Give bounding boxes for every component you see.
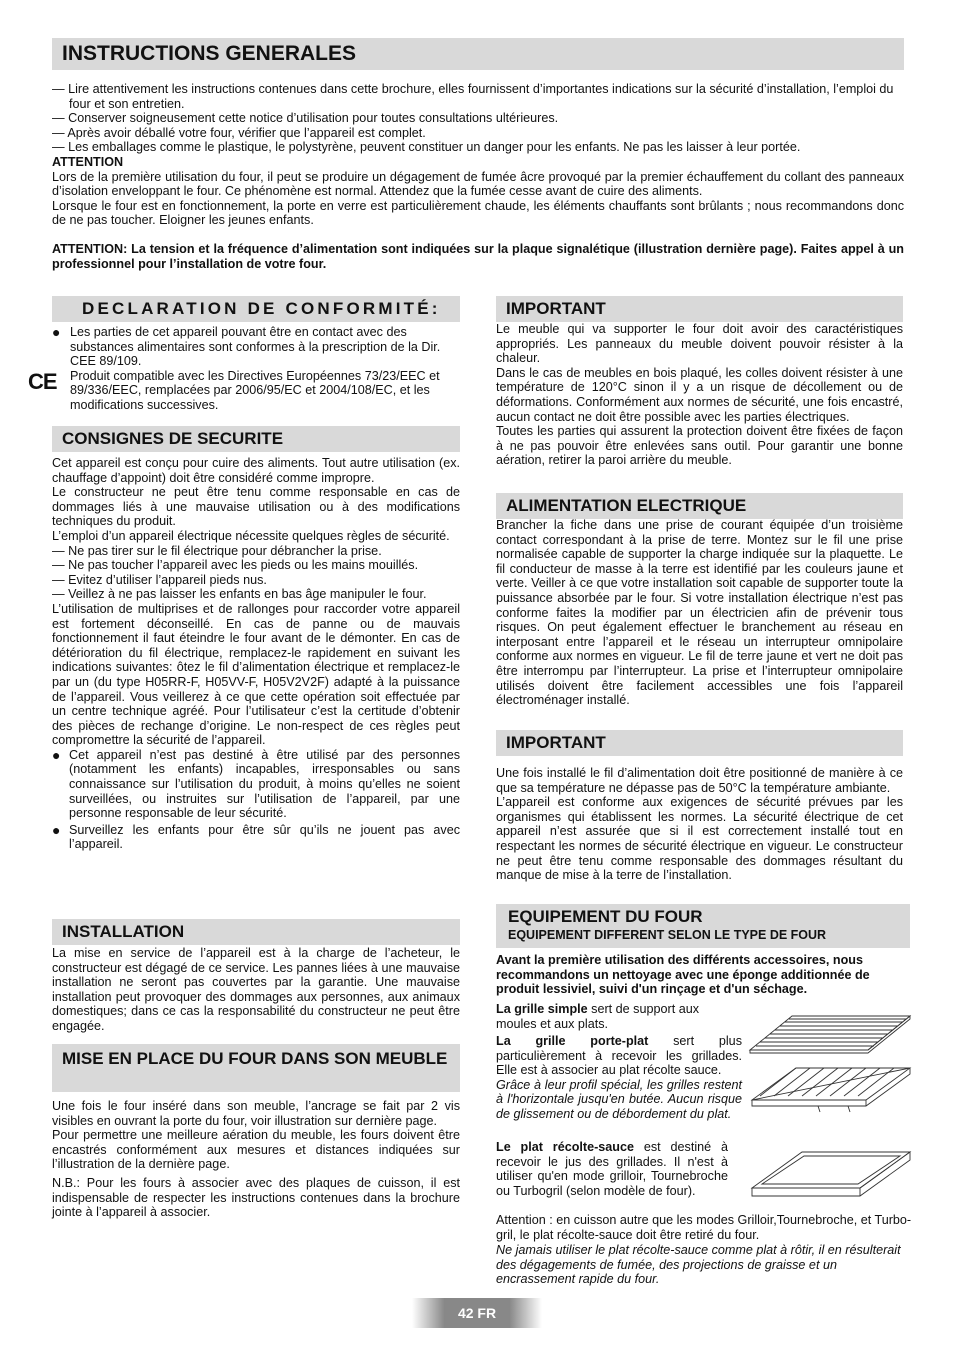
declaration-header: DECLARATION DE CONFORMITÉ: xyxy=(52,296,460,322)
bullet-dot-icon: ● xyxy=(52,746,61,763)
important-2-header: IMPORTANT xyxy=(496,730,903,756)
mise-en-place-p2: Pour permettre une meilleure aération du meuble, les fours doivent être encastrés conformément aux mesures et distances indiquées sur l’illustration de la dernière page. xyxy=(52,1128,460,1172)
important-1-p2: Dans le cas de meubles en bois plaqué, les colles doivent résister à une température de 120°C sinon il y a un risque de décollement ou de déformations. Conformément aux normes de sécurité, une fois encastré, aucun contact ne doit être possible avec les parties électriques. xyxy=(496,365,903,424)
important-1-header: IMPORTANT xyxy=(496,296,903,322)
intro-block xyxy=(52,82,904,271)
consignes-p2: Le constructeur ne peut être tenu comme responsable en cas de dommages liés à une mauvaise utilisation ou à des modifications techniques du produit. xyxy=(52,485,460,529)
attention-label: ATTENTION xyxy=(52,154,124,169)
attention-paragraph-1: Lors de la première utilisation du four, il peut se produire un dégagement de fumée âcre provoqué par la premier échauffement du collant des panneaux d’isolation enveloppant le four. Ce phénomène est normal. Attendez que la fumée cesse avant de cuire des aliments. xyxy=(52,169,904,199)
page-number: 42 FR xyxy=(412,1298,542,1328)
alimentation-header: ALIMENTATION ELECTRIQUE xyxy=(496,493,903,519)
grille-porte-illustration xyxy=(748,1062,916,1114)
intro-line-3: — Après avoir déballé votre four, vérifier que l’appareil est complet. xyxy=(52,125,426,140)
grille-porte-label: La grille porte-plat xyxy=(496,1034,649,1048)
attention-paragraph-2: Lorsque le four est en fonctionnement, la porte en verre est particulièrement chaude, les éléments chauffants sont brûlants ; nous recommandons donc de ne pas toucher. Eloigner les jeunes enfants. xyxy=(52,198,904,228)
important-1-p3: Toutes les parties qui assurent la protection doivent être fixées de façon à ne pas pouvoir être enlevées sans outil. Pour garantir une bonne aération, retirer la paroi arrière du meuble. xyxy=(496,424,903,468)
important-2-p1: Une fois installé le fil d’alimentation doit être positionné de manière à ce que sa température ne dépasse pas de 50°C la température ambiante. xyxy=(496,766,903,795)
plat-text: Le plat récolte-sauce est destiné à recevoir le jus des grillades. Il n'est à utiliser qu'en mode grilloir, Tournebroche ou Turbogril (selon modèle de four). xyxy=(496,1140,728,1198)
important-1-block xyxy=(496,322,903,468)
consignes-p3: L’emploi d’un appareil électrique nécessite quelques règles de sécurité. xyxy=(52,528,450,543)
equipement-attention: Attention : en cuisson autre que les modes Grilloir,Tournebroche, et Turbo-gril, le plat récolte-sauce doit être retiré du four. xyxy=(496,1213,912,1242)
installation-block xyxy=(52,946,460,1034)
consignes-header: CONSIGNES DE SECURITE xyxy=(52,426,460,452)
consignes-bullet-1: ● Cet appareil n’est pas destiné à être utilisé par des personnes (notamment les enfants) incapables, irresponsables ou sans connaissance sur l’utilisation du produit, à moins qu’elles ne soient surveillées, ou instruites sur l’utilisation de l’appareil, par une personne responsable de leur sécurité. xyxy=(52,746,460,821)
grille-porte-text: La grille porte-plat sert plus particulièrement à recevoir les grillades. Elle est à associer au plat récolte sauce. Grâce à leur profil spécial, les grilles restent à l'horizontale jusqu'en butée. Aucun risque de glissement ou de débordement du plat. xyxy=(496,1034,742,1121)
grille-simple-text: La grille simple sert de support aux moules et aux plats. xyxy=(496,1002,699,1031)
bullet-dot-icon: ● xyxy=(52,821,61,838)
consignes-p4: L’utilisation de multiprises et de rallonges pour raccorder votre appareil est fortement déconseillé. En cas de panne ou de mauvais fonctionnement il faut éteindre le four avant de le démonter. En cas de détérioration du fil électrique, remplacez-le rapidement en suivant les indications suivantes: ôtez le fil d’alimentation électrique et remplacez-le par un (du type H05RR-F, H05VV-F, H05V2V2F) adapté à la puissance de l’appareil. Vous veillerez à ce que cette opération soit effectuée par un centre technique agréé. Pour l’utilisateur c’est la certitude d’obtenir des pièces de rechange d’origine. Le non-respect de ces règles peut compromettre la sécurité de l’appareil. xyxy=(52,601,460,748)
consignes-dash-2: — Ne pas toucher l’appareil avec les pieds ou les mains mouillés. xyxy=(52,558,419,573)
important-2-block xyxy=(496,766,903,883)
intro-line-4: — Les emballages comme le plastique, le polystyrène, peuvent constituer un danger pour les enfants. Ne pas les laisser à leur portée. xyxy=(52,140,801,155)
intro-line-1: — Lire attentivement les instructions contenues dans cette brochure, elles fournissent d’importantes indications sur la sécurité d’installation, l’emploi du four et son entretien. xyxy=(52,82,894,111)
consignes-bullet-2: ● Surveillez les enfants pour être sûr qu’ils ne jouent pas avec l’appareil. xyxy=(52,821,460,852)
consignes-dash-3: — Evitez d’utiliser l’appareil pieds nus. xyxy=(52,572,267,587)
mise-en-place-p3: N.B.: Pour les fours à associer avec des plaques de cuisson, il est indispensable de respecter les instructions contenues dans la brochure jointe à l’appareil à associer. xyxy=(52,1175,460,1220)
installation-p1: La mise en service de l’appareil est à la charge de l’acheteur, le constructeur est dégagé de ce service. Les pannes liées à une mauvaise installation ne seront pas couvertes par la garantie. Une mauvaise installation peut provoquer des dommages aux personnes, aux animaux domestiques; dans ce cas la responsabilité du constructeur ne peut être engagée. xyxy=(52,946,460,1033)
plat-label: Le plat récolte-sauce xyxy=(496,1140,634,1154)
equipement-header xyxy=(496,904,910,948)
bullet-dot-icon: ● xyxy=(52,324,61,340)
declaration-compat: Produit compatible avec les Directives Européennes 73/23/EEC et 89/336/EEC, remplacées par 2006/95/EC et 2004/108/EC, et les modifications successives. xyxy=(70,368,440,412)
alimentation-block xyxy=(496,518,903,708)
consignes-block xyxy=(52,456,460,852)
consignes-dash-4: — Veillez à ne pas laisser les enfants en bas âge manipuler le four. xyxy=(52,587,427,602)
important-2-p2: L’appareil est conforme aux exigences de sécurité prévues par les organismes qui établissent les normes. La sécurité électrique de cet appareil n’est assurée que si il est correctement installé tout en respectant les normes de sécurité électrique en vigueur. Le constructeur ne peut être tenu comme responsable des dommages résultant du manque de mise à la terre de l’installation. xyxy=(496,795,903,883)
equipement-intro: Avant la première utilisation des différents accessoires, nous recommandons un nettoyage avec une éponge additionnée de produit lessiviel, suivi d'un rinçage et d'un séchage. xyxy=(496,953,870,997)
equipement-final-note: Ne jamais utiliser le plat récolte-sauce comme plat à rôtir, il en résulterait des dégagements de fumée, des projections de graisse et un encrassement rapide du four. xyxy=(496,1243,901,1287)
grille-porte-note: Grâce à leur profil spécial, les grilles restent à l'horizontale jusqu'en butée. Aucun risque de glissement ou de débordement du plat. xyxy=(496,1077,742,1121)
mise-en-place-p1: Une fois le four inséré dans son meuble, l’ancrage se fait par 2 vis visibles en ouvrant la porte du four, voir illustration sur dernière page. xyxy=(52,1099,460,1128)
equipement-subtitle: EQUIPEMENT DIFFERENT SELON LE TYPE DE FOUR xyxy=(508,928,827,942)
grille-simple-illustration xyxy=(742,1010,914,1058)
mise-en-place-header: MISE EN PLACE DU FOUR DANS SON MEUBLE xyxy=(52,1044,460,1092)
declaration-bullet: ● Les parties de cet appareil pouvant être en contact avec des substances alimentaires sont conformes à la prescription de la Dir. CEE 89/109. xyxy=(52,324,441,369)
plat-recolte-illustration xyxy=(746,1144,916,1204)
mise-en-place-block xyxy=(52,1099,460,1220)
attention-voltage: ATTENTION: La tension et la fréquence d’alimentation sont indiquées sur la plaque signalétique (illustration dernière page). Faites appel à un professionnel pour l’installation de votre four. xyxy=(52,241,904,271)
installation-header: INSTALLATION xyxy=(52,919,460,945)
equipement-title: EQUIPEMENT DU FOUR xyxy=(508,907,703,926)
consignes-p1: Cet appareil est conçu pour cuire des aliments. Tout autre utilisation (ex. chauffage d’appoint) doit être considéré comme impropre. xyxy=(52,456,460,485)
intro-line-2: — Conserver soigneusement cette notice d’utilisation pour toutes consultations ultérieures. xyxy=(52,111,559,126)
important-1-p1: Le meuble qui va supporter le four doit avoir des caractéristiques appropriés. Les panneaux du meuble doivent pouvoir résister à la chaleur. xyxy=(496,322,903,366)
page-title: INSTRUCTIONS GENERALES xyxy=(52,38,904,70)
grille-simple-label: La grille simple xyxy=(496,1002,588,1016)
alimentation-p1: Brancher la fiche dans une prise de courant équipée d’un troisième contact correspondant à la prise de terre. Montez sur le fil une prise normalisée capable de supporter la charge indiquée sur la plaquette. Le fil conducteur de masse à la terre est identifié par les couleurs jaune et verte. Veiller à ce que votre installation soit capable de supporter toute la puissance absorbée par le four. Si votre installation électrique n’est pas conforme faites la modifier par un électricien afin de prévenir tous risques. On peut également effectuer le branchement au réseau en interposant entre l’appareil et le réseau un interrupteur omnipolaire conforme aux normes en vigueur. Le fil de terre jaune et vert ne doit pas être interrompu par l’interrupteur. La prise et l’interrupteur omnipolaire utilisés doivent être facilement accessibles une fois l’appareil électroménager installé. xyxy=(496,518,903,708)
ce-mark-icon: CE xyxy=(28,368,57,394)
declaration-block xyxy=(28,324,460,413)
consignes-dash-1: — Ne pas tirer sur le fil électrique pour débrancher la prise. xyxy=(52,543,382,558)
